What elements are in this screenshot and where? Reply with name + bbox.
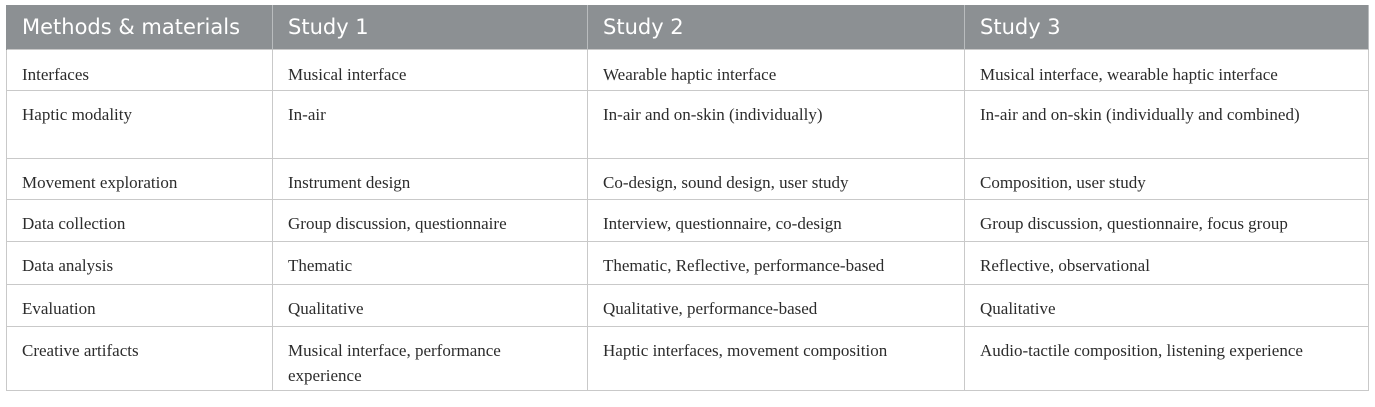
table-cell: Instrument design — [273, 159, 588, 200]
table-cell: In-air and on-skin (individually and combined) — [965, 91, 1369, 159]
table-row — [7, 91, 1369, 159]
header-study-2: Study 2 — [588, 5, 965, 50]
table-cell: Wearable haptic interface — [588, 50, 965, 91]
table-cell: Musical interface, performance experience — [273, 327, 588, 391]
table-cell: Musical interface — [273, 50, 588, 91]
table-cell: Qualitative — [965, 285, 1369, 327]
methods-table-container — [6, 5, 1368, 391]
table-cell: Co-design, sound design, user study — [588, 159, 965, 200]
table-cell: Interview, questionnaire, co-design — [588, 200, 965, 242]
table-cell: Haptic interfaces, movement composition — [588, 327, 965, 391]
table-cell: Audio-tactile composition, listening experience — [965, 327, 1369, 391]
table-cell: In-air — [273, 91, 588, 159]
table-cell: In-air and on-skin (individually) — [588, 91, 965, 159]
row-label: Evaluation — [7, 285, 273, 327]
row-label: Interfaces — [7, 50, 273, 91]
table-cell: Group discussion, questionnaire — [273, 200, 588, 242]
row-label: Data collection — [7, 200, 273, 242]
table-cell: Musical interface, wearable haptic interface — [965, 50, 1369, 91]
header-study-3: Study 3 — [965, 5, 1369, 50]
table-row — [7, 242, 1369, 285]
table-cell: Thematic, Reflective, performance-based — [588, 242, 965, 285]
row-label: Data analysis — [7, 242, 273, 285]
table-row — [7, 327, 1369, 391]
table-cell: Qualitative, performance-based — [588, 285, 965, 327]
table-cell: Qualitative — [273, 285, 588, 327]
table-cell: Thematic — [273, 242, 588, 285]
header-study-1: Study 1 — [273, 5, 588, 50]
methods-materials-table — [6, 5, 1369, 391]
table-cell: Group discussion, questionnaire, focus group — [965, 200, 1369, 242]
table-cell: Reflective, observational — [965, 242, 1369, 285]
table-row — [7, 285, 1369, 327]
row-label: Movement exploration — [7, 159, 273, 200]
table-row — [7, 50, 1369, 91]
row-label: Creative artifacts — [7, 327, 273, 391]
table-row — [7, 200, 1369, 242]
table-cell: Composition, user study — [965, 159, 1369, 200]
row-label: Haptic modality — [7, 91, 273, 159]
table-row — [7, 159, 1369, 200]
table-header-row — [7, 5, 1369, 50]
header-methods-materials: Methods & materials — [7, 5, 273, 50]
